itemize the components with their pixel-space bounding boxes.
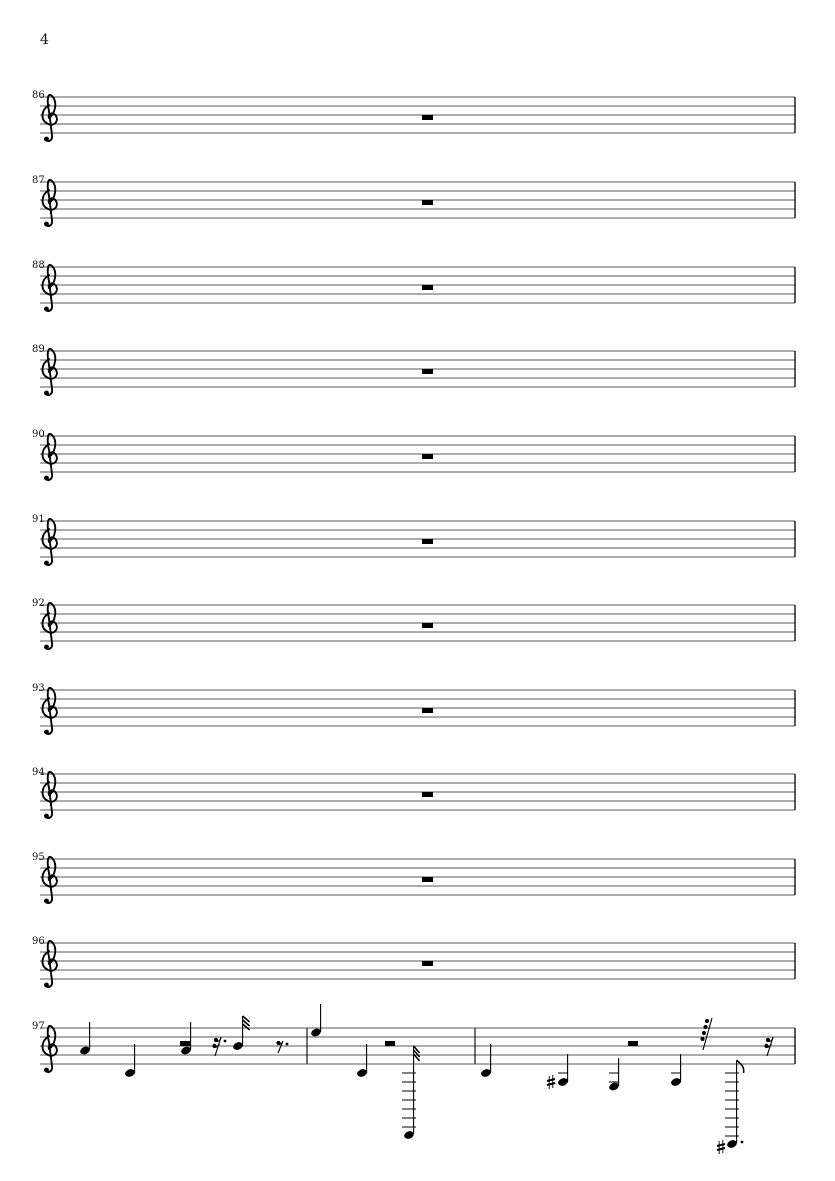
whole-rest [422, 708, 433, 713]
bar-number-96: 96 [32, 936, 45, 947]
whole-rest [422, 792, 433, 797]
note [124, 1044, 136, 1078]
system-90 [40, 434, 795, 481]
whole-rest [422, 877, 433, 882]
bar-number-90: 90 [32, 429, 45, 440]
system-96 [40, 941, 795, 988]
bar-number-97: 97 [32, 1021, 45, 1032]
bar-number-89: 89 [32, 344, 45, 355]
sixteenth-rest [765, 1037, 773, 1056]
whole-rest [422, 285, 433, 290]
thirty-second-rest [701, 1018, 712, 1050]
bar-number-94: 94 [32, 767, 45, 778]
bar-number-92: 92 [32, 598, 45, 609]
note [547, 1054, 569, 1089]
bar-number-87: 87 [32, 175, 45, 186]
note [480, 1044, 492, 1078]
whole-rest [422, 454, 433, 459]
eighth-rest [277, 1041, 283, 1053]
system-91 [40, 519, 795, 566]
note [608, 1058, 620, 1092]
whole-rest [422, 369, 433, 374]
system-92 [40, 603, 795, 650]
treble-clef-icon [42, 349, 56, 396]
page-number: 4 [40, 32, 49, 48]
note [79, 1022, 91, 1056]
half-rest [385, 1041, 395, 1046]
system-89 [40, 349, 795, 396]
system-87 [40, 180, 795, 227]
system-97 [40, 1004, 795, 1154]
note [717, 1060, 744, 1154]
whole-rest [422, 115, 433, 120]
treble-clef-icon [42, 603, 56, 650]
note [180, 1022, 192, 1056]
bar-number-95: 95 [32, 852, 45, 863]
whole-rest [422, 539, 433, 544]
bar-number-93: 93 [32, 683, 45, 694]
treble-clef-icon [42, 180, 56, 227]
treble-clef-icon [42, 95, 56, 142]
treble-clef-icon [42, 772, 56, 819]
treble-clef-icon [42, 857, 56, 904]
treble-clef-icon [42, 519, 56, 566]
bar-number-88: 88 [32, 260, 45, 271]
system-94 [40, 772, 795, 819]
bar-number-91: 91 [32, 514, 45, 525]
note [402, 1046, 420, 1140]
whole-rest [422, 961, 433, 966]
whole-rest [422, 200, 433, 205]
treble-clef-icon [42, 688, 56, 735]
treble-clef-icon [42, 434, 56, 481]
system-93 [40, 688, 795, 735]
note [670, 1054, 682, 1087]
treble-clef-icon [42, 265, 56, 312]
sixteenth-rest [213, 1037, 221, 1056]
whole-rest [422, 623, 433, 628]
half-rest [180, 1041, 190, 1046]
note [310, 1004, 322, 1038]
note [356, 1044, 368, 1078]
treble-clef-icon [42, 1026, 56, 1073]
half-rest [628, 1041, 638, 1046]
system-86 [40, 95, 795, 142]
system-88 [40, 265, 795, 312]
system-95 [40, 857, 795, 904]
treble-clef-icon [42, 941, 56, 988]
bar-number-86: 86 [32, 90, 45, 101]
